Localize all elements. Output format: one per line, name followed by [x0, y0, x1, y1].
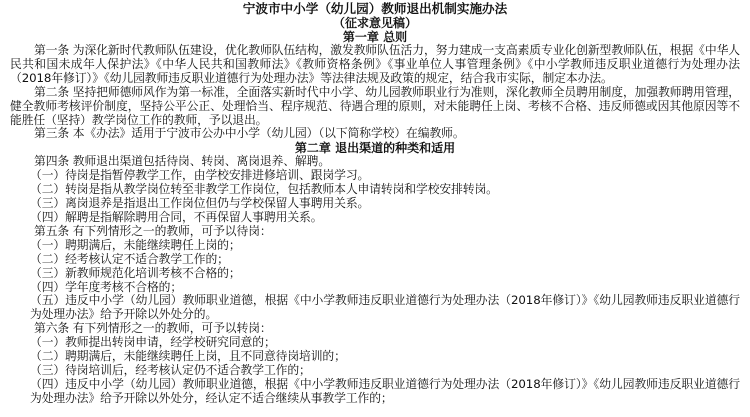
article-2: 第二条 坚持把师德师风作为第一标准，全面落实新时代中小学、幼儿园教师职业行为准则，深化教师全员聘用制度，加强教师聘用管理，健全教师考核评价制度，坚持公平公正、处理恰当、程序规范、待遇合理的原则，对未能聘任上岗、考核不合格、违反师德或因其他原因等不能胜任（坚持）教学岗位工作的教师，予以退出。: [10, 84, 740, 127]
article-6: 第六条 有下列情形之一的教师，可予以转岗：: [34, 321, 272, 336]
article-6-item: （三）待岗培训后，经考核认定仍不适合教学工作的；: [30, 362, 311, 377]
document-subtitle: （征求意见稿）: [332, 16, 417, 30]
article-5: 第五条 有下列情形之一的教师，可予以待岗：: [34, 223, 272, 238]
article-4: 第四条 教师退出渠道包括待岗、转岗、离岗退养、解聘。: [34, 154, 331, 169]
article-5-item: （五）违反中小学（幼儿园）教师职业道德，根据《中小学教师违反职业道德行为处理办法（2018年修订）》《幼儿园教师违反职业道德行为处理办法》给予开除以外处分的。: [30, 293, 740, 322]
article-4-item: （三）离岗退养是指退出工作岗位但仍与学校保留人事聘用关系。: [30, 196, 370, 211]
chapter-heading-2: 第二章 退出渠道的种类和适用: [294, 141, 456, 156]
article-4-item: （一）待岗是指暂停教学工作，由学校安排进修培训、跟岗学习。: [30, 168, 370, 183]
article-5-item: （一）聘期满后，未能继续聘任上岗的；: [30, 237, 241, 252]
article-5-item: （四）学年度考核不合格的；: [30, 279, 183, 294]
document-title: 宁波市中小学（幼儿园）教师退出机制实施办法: [242, 1, 508, 16]
chapter-heading-1: 第一章 总则: [342, 30, 408, 44]
article-4-item: （四）解聘是指解除聘用合同，不再保留人事聘用关系。: [30, 209, 323, 224]
article-6-item: （四）违反中小学（幼儿园）教师职业道德，根据《中小学教师违反职业道德行为处理办法（2018年修订）》《幼儿园教师违反职业道德行为处理办法》给予开除以外处分，经认定不适合继续从事教学工作的；: [30, 376, 740, 405]
article-5-item: （三）新教师规范化培训考核不合格的；: [30, 265, 241, 280]
article-1: 第一条 为深化新时代教师队伍建设，优化教师队伍结构，激发教师队伍活力，努力建成一支高素质专业化创新型教师队伍，根据《中华人民共和国未成年人保护法》《中华人民共和国教师法》《教师资格条例》《事业单位人事管理条例》《中小学教师违反职业道德行为处理办法（2018年修订）》《幼儿园教师违反职业道德行为处理办法》等法律法规及政策的规定，结合我市实际，制定本办法。: [10, 43, 740, 85]
article-4-item: （二）转岗是指从教学岗位转至非教学工作岗位，包括教师本人申请转岗和学校安排转岗。: [30, 182, 498, 197]
article-3: 第三条 本《办法》适用于宁波市公办中小学（幼儿园）（以下简称学校）在编教师。: [34, 126, 465, 141]
article-6-item: （二）聘期满后，未能继续聘任上岗，且不同意待岗培训的；: [30, 349, 346, 364]
article-6-item: （一）教师提出转岗申请，经学校研究同意的；: [30, 335, 276, 350]
article-5-item: （二）经考核认定不适合教学工作的；: [30, 251, 229, 266]
